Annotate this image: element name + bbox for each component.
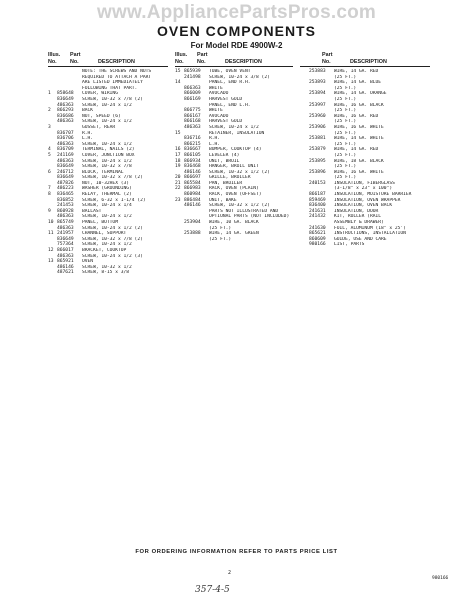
part-number: 486363 [57,214,74,220]
document-code: 980166 [432,576,449,581]
part-number: 487621 [57,270,74,276]
part-description: WIRE, 16 GA. RED [334,113,379,119]
part-description: RETAINER, INSULATION [209,130,265,136]
part-description: BUMPER, COOKTOP (4) [209,147,262,153]
part-description: PAN, BROILER [209,180,243,186]
illus-number: 16 [175,147,181,153]
part-description: L.H. [209,141,221,147]
part-number [184,237,209,243]
part-number: 860928 [57,208,74,214]
illus-number: 6 [48,169,51,175]
part-number: 866983 [184,186,201,192]
part-description: NOTE: THE SCREWS AND NUTS [82,69,152,74]
part-description: AVOCADO [209,91,229,97]
parts-list [175,69,293,242]
part-description: SCREW, 10-32 x 1/2 [82,264,132,270]
part-number: 836649 [57,236,74,242]
part-number: 486223 [57,186,74,192]
part-description: SCREW, 10-24 x 1/2 (3) [82,253,143,259]
part-number: 253997 [309,102,326,108]
part-description: KIT, ROLLER (RAIL [334,214,382,220]
part-description: HARVEST GOLD [209,119,243,125]
part-description: (25 FT.) [209,236,232,242]
part-description: INSTRUCTIONS, INSTALLATION [334,231,406,237]
part-description: SCREW, 10-24 x 1/2 [82,141,132,147]
part-description: HARVEST GOLD [209,96,243,102]
part-description: (25 FT.) [334,130,357,136]
column-header [300,52,430,65]
part-number: 980166 [309,242,326,248]
part-description: WIRE, 14 GA. RED [334,147,379,153]
part-number: 486363 [57,119,74,125]
part-description: SCREW, 10-32 x 7/8 (2) [82,236,143,242]
illus-number [175,237,184,243]
part-description: (25 FT.) [334,85,357,91]
part-description: INSULATION, OVEN WRAPPER [334,197,401,203]
part-number: 865584 [184,180,201,186]
part-description: OPTIONAL PARTS (NOT INCLUDED) [209,214,290,220]
part-number: 866105 [184,152,201,158]
part-description: TUBE, OVEN VENT [209,69,251,74]
part-description: HANGER, BROIL UNIT [209,164,259,170]
part-description: INSULATION, DOOR [334,208,379,214]
part-description: BACK [82,108,94,114]
part-description: GUIDE, USE AND CARE [334,236,387,242]
part-number: 866775 [184,108,201,114]
part-description: RACK, OVEN (PLAIN) [209,186,259,192]
header-part: Part [70,52,81,58]
parts-column-1 [48,52,168,276]
part-number: 241453 [57,203,74,209]
header-illus: Illus. [175,52,188,58]
part-description: WIRE, 16 GA. BLACK [334,102,384,108]
part-number: 865749 [57,220,74,226]
page-subtitle: For Model RDE 4900W-2 [190,41,283,50]
part-description: SCREW, 10-24 x 3/8 (2) [209,74,270,80]
ordering-note: FOR ORDERING INFORMATION REFER TO PARTS PRICE LIST [135,549,338,555]
illus-number: 20 [175,175,181,181]
part-description: SCREW, 10-32 x 7/8 (2) [82,96,143,102]
header-description: DESCRIPTION [350,58,387,65]
illus-number: 19 [175,164,181,170]
part-description: WIRE, 14 GA. BLUE [334,80,382,86]
header-part-no: No. [197,58,206,65]
part-number: 865921 [57,259,74,265]
part-description: RACK, OVEN (OFFSET) [209,192,262,198]
header-part: Part [322,52,333,58]
part-number: 253883 [309,69,326,74]
part-description: WHITE [209,108,223,114]
illus-number: 13 [48,259,54,265]
part-number: 486363 [57,102,74,108]
part-description: (3-1/8" x 23" x 100") [334,186,393,192]
part-number: 836709 [57,147,74,153]
column-header [48,52,168,65]
part-number: 240153 [309,180,326,186]
part-description: WIRE, 14 GA. ORANGE [334,91,387,97]
illus-number [48,270,57,276]
part-number: 866934 [184,158,201,164]
part-description: SCREW, 10-24 x 1/2 [209,124,259,130]
part-number: 241432 [309,214,326,220]
part-number: 241957 [57,231,74,237]
part-number: 836707 [57,130,74,136]
part-description: NUT, SPEED (6) [82,113,121,119]
part-description: (25 FT.) [334,108,357,114]
parts-column-3 [300,52,430,248]
part-description: ARE LISTED IMMEDIATELY [82,80,143,86]
page-title: OVEN COMPONENTS [157,23,316,39]
part-number: 241498 [184,74,201,80]
header-rule [175,66,293,67]
part-description: COVER, WIRING [82,91,118,97]
part-description: (25 FT.) [334,141,357,147]
part-description: SCREW, 10-32 x 7/8 [82,164,132,170]
part-number: 836649 [57,175,74,181]
part-number: 253888 [184,231,201,237]
part-description: SCREW, 6-32 x 1-1/4 (2) [82,197,146,203]
part-description: WIRE, 16 GA. WHITE [334,169,384,175]
part-number: 836649 [57,164,74,170]
part-row [48,270,168,276]
part-row [300,242,430,248]
header-part-no: No. [322,58,331,65]
part-description: ASSEMBLY & DRAWER) [334,220,384,226]
part-description: SCREW, 10-24 x 1/2 [82,102,132,108]
part-description: PANEL, END L.H. [209,102,251,108]
illus-number: 12 [48,248,54,253]
part-number: 253906 [309,124,326,130]
part-number: 836686 [57,113,74,119]
part-number: 836716 [184,136,201,142]
illus-number: 11 [48,231,54,237]
part-number: 866009 [184,91,201,97]
illus-number: 8 [48,192,51,198]
illus-number: 17 [175,152,181,158]
part-number: 866169 [184,96,201,102]
part-number: 836465 [57,192,74,198]
part-number: 866017 [57,248,74,253]
header-rule [300,66,430,67]
part-number: 860609 [309,236,326,242]
part-description: R.H. [209,136,221,142]
part-number: 486363 [57,158,74,164]
part-number: 836400 [309,203,326,209]
illus-number: 23 [175,197,181,203]
part-number: 866293 [57,108,74,114]
part-description: (25 FT.) [209,225,232,231]
parts-column-2 [175,52,293,242]
part-number: 866168 [184,119,201,125]
part-description: REQUIRED TO ATTACH A PART [82,74,152,80]
illus-number: 22 [175,186,181,192]
part-description: SCREW, 10-24 x 1/2 (2) [82,225,143,231]
part-number: 253904 [184,220,201,226]
part-row [175,237,293,243]
part-description: WIRE, 14 GA. WHITE [334,136,384,142]
part-description: INSULATION, OVEN BACK [334,203,393,209]
part-description: PANEL, END R.H. [209,80,251,86]
header-no: No. [175,58,184,65]
part-description: WIRE, 16 GA. WHITE [334,124,384,130]
header-part-no: No. [70,58,79,65]
part-number: 866697 [184,175,201,181]
part-number: 486146 [57,264,74,270]
part-description: WIRE, 14 GA. GREEN [209,231,259,237]
part-description: SCREW, 10-32 x 1/2 (2) [209,169,270,175]
part-number: 253893 [309,80,326,86]
part-description: (25 FT.) [334,164,357,170]
part-number: 253894 [309,91,326,97]
part-number: 836468 [184,164,201,170]
part-description: SCREW, 8-15 x 3/8 [82,270,130,276]
part-number: 860984 [184,192,201,198]
part-description: SCREW, 10-32 x 1/2 (2) [209,203,270,209]
part-number: 241630 [309,225,326,231]
part-description: WIRE, 14 GA. RED [334,69,379,74]
part-description: UNIT, BROIL [209,158,240,164]
part-description: SCREW, 10-24 x 1/4 [82,203,132,209]
part-number: 253895 [309,158,326,164]
part-description: FOIL, ALUMINUM (18" x 25') [334,225,406,231]
part-number: 865939 [184,69,201,74]
part-description: BLOCK, TERMINAL [82,169,124,175]
part-description: WIRE, 10 GA. BLACK [209,220,259,226]
part-description: SCREW, 10-24 x 1/2 [82,214,132,220]
illus-number: 18 [175,158,181,164]
illus-number: 10 [48,220,54,226]
illus-number: 2 [48,108,51,114]
part-description: (25 FT.) [334,96,357,102]
header-rule [48,66,168,67]
part-number: 865621 [309,231,326,237]
part-description: TERMINAL, NAILS (2) [82,147,135,153]
part-number: 486146 [184,203,201,209]
part-description: GUSSET, REAR [82,124,116,130]
part-number: 241169 [57,152,74,158]
part-description: PARTS NOT ILLUSTRATED AND [209,208,279,214]
part-number: 886484 [184,197,201,203]
part-description: SCREW, 10-24 x 1/2 [82,158,132,164]
illus-number: 1 [48,91,51,97]
illus-number: 4 [48,147,51,153]
header-description: DESCRIPTION [98,58,135,65]
part-description: AVOCADO [209,113,229,119]
part-number: 836706 [57,136,74,142]
part-number: 253881 [309,136,326,142]
header-no: No. [48,58,57,65]
column-header [175,52,293,65]
part-number: 866215 [184,141,201,147]
illus-number: 9 [48,208,51,214]
part-description: L.H. [82,136,94,142]
illus-number: 14 [175,80,181,86]
part-description: UNIT, BAKE [209,197,237,203]
part-description: RELAY, THERMAL (2) [82,192,132,198]
part-description: NUT, 10-32HEX (3) [82,180,130,186]
part-number: 486363 [57,253,74,259]
part-description: GRILLE, BROILER [209,175,251,181]
part-description: BALLAST [82,208,102,214]
part-description: R.H. [82,130,94,136]
header-illus: Illus. [48,52,61,58]
header-part: Part [197,52,208,58]
part-number: 858648 [57,91,74,97]
illus-number: 5 [48,152,51,158]
part-description: BRACKET, COOKTOP [82,248,127,253]
part-description: WASHER (GROUNDING) [82,186,132,192]
header-description: DESCRIPTION [225,58,262,65]
illus-number: 21 [175,180,181,186]
illus-number: 15 [175,130,181,136]
illus-number: 3 [48,124,51,130]
part-description: SCREW, 10-24 x 1/2 [82,119,132,125]
part-number: 486363 [184,124,201,130]
part-number: 486363 [57,225,74,231]
parts-list [48,69,168,276]
part-description: OVEN [82,259,94,265]
part-description: SCREW, 10-32 x 7/8 (2) [82,175,143,181]
part-description: (25 FT.) [334,175,357,181]
part-description: INSULATION, MOISTURE BARRIER [334,192,412,198]
part-number: 253896 [309,169,326,175]
parts-list [300,69,430,248]
part-number: 859469 [309,197,326,203]
illus-number: 15 [175,69,181,74]
part-description: PANEL, BOTTOM [82,220,118,226]
part-number: 241631 [309,208,326,214]
part-description: FOLLOWING THAT PART. [82,85,138,91]
part-number: 866167 [184,113,201,119]
part-description: LIST, PARTS [334,242,365,248]
part-number: 836667 [184,147,201,153]
part-number: 253879 [309,147,326,153]
part-description: (25 FT.) [334,119,357,125]
illus-number: 7 [48,186,51,192]
part-number: 487826 [57,180,74,186]
handwritten-note: 357-4-5 [195,585,230,595]
part-description: CHANNEL, SUPPORT [82,231,127,237]
part-description: WIRE, 18 GA. BLACK [334,158,384,164]
watermark: www.AppliancePartsPros.com [96,2,377,23]
illus-number [300,242,309,248]
part-description: (25 FT.) [334,74,357,80]
part-description: SCREW, 10-24 x 1/2 [82,242,132,248]
part-number: 253960 [309,113,326,119]
page-number: 2 [228,570,232,576]
part-number: 486363 [57,141,74,147]
part-number: 757364 [57,242,74,248]
part-description: COVER, JUNCTION BOX [82,152,135,158]
part-number: 836852 [57,197,74,203]
part-number: 246712 [57,169,74,175]
part-number: 836649 [57,96,74,102]
part-description: (25 FT.) [334,152,357,158]
part-description: INSULATION, FIBERGLASS [334,180,395,186]
part-number: 486146 [184,169,201,175]
part-description: WHITE [209,85,223,91]
part-number: 866363 [184,85,201,91]
part-description: LEVELER (4) [209,152,240,158]
part-number: 866187 [309,192,326,198]
